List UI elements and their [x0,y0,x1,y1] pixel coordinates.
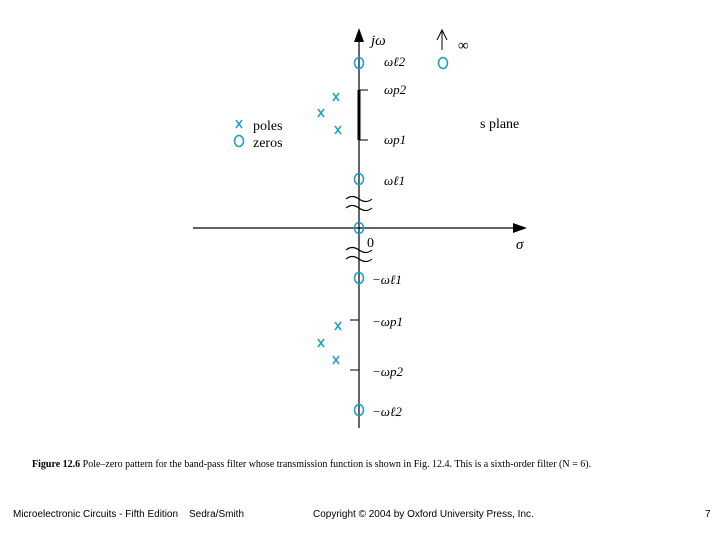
pole-marker-lower-2 [318,339,324,347]
footer-book-title: Microelectronic Circuits - Fifth Edition [13,509,179,520]
figure-caption [32,459,702,470]
pole-marker-upper-3 [335,126,341,134]
origin-label: 0 [367,236,374,251]
zero-marker-infinity [439,58,448,69]
figure-number: Figure 12.6 [32,459,81,470]
label-neg-omega-p1: −ωp1 [372,314,403,329]
label-omega-l2: ωℓ2 [384,54,406,69]
label-neg-omega-l2: −ωℓ2 [372,404,402,419]
pole-marker-upper-1 [333,93,339,101]
label-omega-p2: ωp2 [384,82,407,97]
pole-marker-lower-3 [333,356,339,364]
pole-marker-lower-1 [335,322,341,330]
sigma-axis-label: σ [516,237,524,253]
footer-copyright: Copyright © 2004 by Oxford University Press, Inc. [313,509,534,520]
footer-authors: Sedra/Smith [189,509,245,520]
caption-text: Pole–zero pattern for the band-pass filter whose transmission function is shown in Fig. 12.4. This is a sixth-order filter (N = 6). [80,459,592,470]
label-neg-omega-l1: −ωℓ1 [372,272,402,287]
pole-marker-upper-2 [318,109,324,117]
infinity-label: ∞ [458,38,469,54]
label-omega-p1: ωp1 [384,132,407,147]
s-plane-label: s plane [480,117,520,132]
legend-zero-icon [235,136,244,147]
label-omega-l1: ωℓ1 [384,173,406,188]
label-neg-omega-p2: −ωp2 [372,364,403,379]
sigma-axis-arrowhead [513,223,527,233]
legend-pole-icon [236,120,242,128]
legend-poles-label: poles [253,119,283,134]
legend-zeros-label: zeros [253,136,283,151]
footer-page-number: 7 [705,509,711,520]
jw-axis-arrowhead [354,28,364,42]
jw-axis-label: jω [371,33,386,49]
